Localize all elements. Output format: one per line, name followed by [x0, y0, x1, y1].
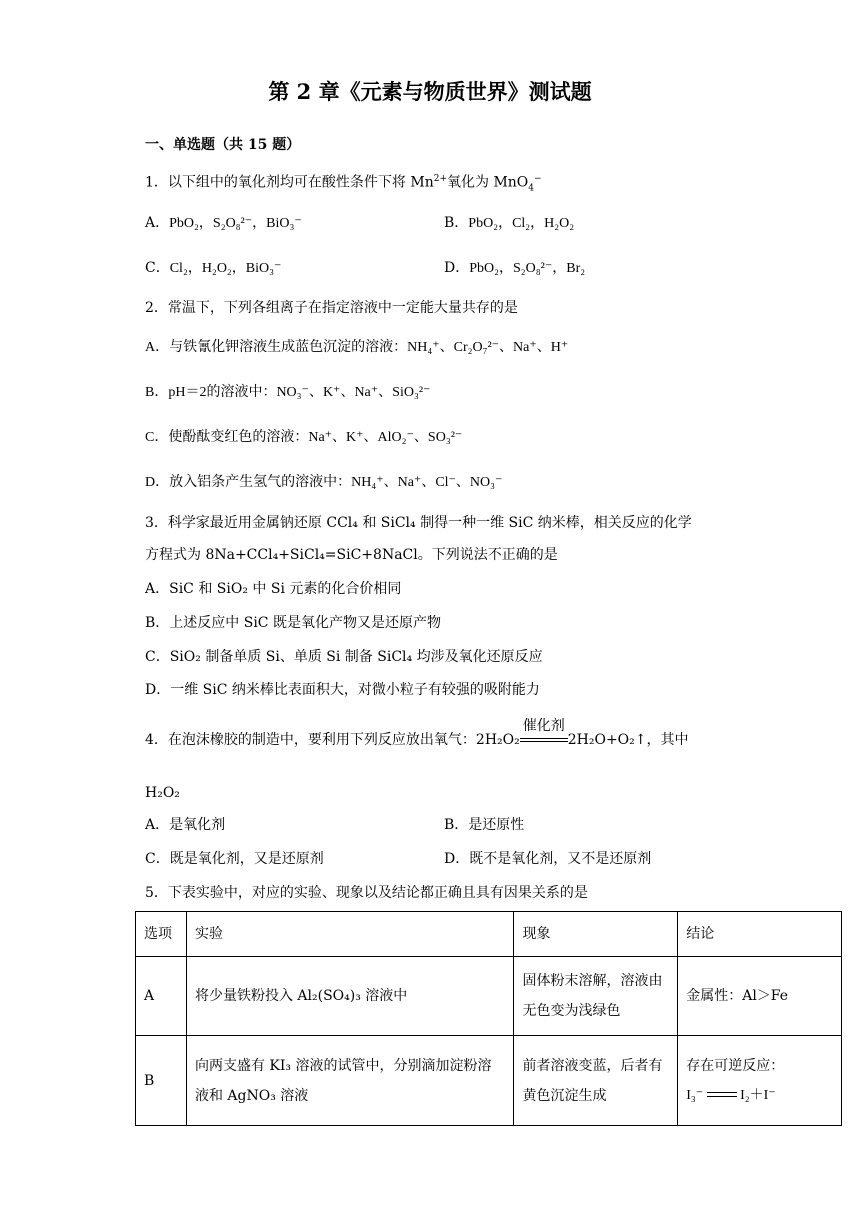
q1-d-text: PbO₂，S₂O₈²⁻，Br₂: [469, 261, 586, 276]
question-3-option-c: C．SiO₂ 制备单质 Si、单质 Si 制备 SiCl₄ 均涉及氧化还原反应: [145, 649, 543, 665]
row-a-experiment: 将少量铁粉投入 Al₂(SO₄)₃ 溶液中: [186, 957, 514, 1036]
row-b-phenomenon: [514, 1036, 678, 1126]
row-b-experiment: [186, 1036, 514, 1126]
question-2-option-b: B．pH＝2的溶液中：NO₃⁻、K⁺、Na⁺、SiO₃²⁻: [145, 385, 431, 400]
question-3-option-d: D．一维 SiC 纳米棒比表面积大，对微小粒子有较强的吸附能力: [145, 682, 540, 698]
q4-stem-post: 2H₂O+O₂↑，其中: [567, 732, 689, 748]
header-phenomenon: 现象: [514, 912, 678, 957]
q1-c-label: C．: [145, 260, 170, 276]
question-3-option-b: B．上述反应中 SiC 既是氧化产物又是还原产物: [145, 615, 441, 631]
page-title: 第 2 章《元素与物质世界》测试题: [268, 79, 592, 104]
catalyst-label: 催化剂: [522, 718, 565, 734]
question-1-option-a: [145, 214, 302, 233]
row-b-phenomenon-line1: 前者溶液变蓝，后者有: [522, 1057, 663, 1074]
question-4-option-a: A．是氧化剂: [145, 817, 226, 833]
q1-b-text: PbO₂，Cl₂，H₂O₂: [468, 216, 575, 231]
q1-stem-mid: 氧化为 MnO: [447, 174, 529, 191]
equation-lhs: I₃⁻: [686, 1087, 704, 1103]
equals-line-top: [520, 738, 568, 739]
question-2-option-d: D．放入铝条产生氢气的溶液中：NH₄⁺、Na⁺、Cl⁻、NO₃⁻: [145, 475, 503, 490]
question-3-stem-line1: 3．科学家最近用金属钠还原 CCl₄ 和 SiCl₄ 制得一种一维 SiC 纳米棒，相关反应的化学: [145, 515, 692, 531]
row-a-conclusion: 金属性：Al＞Fe: [678, 957, 842, 1036]
question-2-option-c: C．使酚酞变红色的溶液：Na⁺、K⁺、AlO₂⁻、SO₃²⁻: [145, 430, 463, 445]
table-header-row: [136, 912, 842, 957]
row-b-experiment-line2: 液和 AgNO₃ 溶液: [194, 1087, 309, 1104]
experiment-table: [135, 911, 842, 1126]
question-5-stem: 5．下表实验中，对应的实验、现象以及结论都正确且具有因果关系的是: [145, 885, 588, 901]
q1-stem-sub: 4: [528, 183, 535, 194]
equals-line-bottom: [520, 741, 568, 742]
q1-d-label: D．: [444, 260, 470, 276]
row-b-experiment-line1: 向两支盛有 KI₃ 溶液的试管中，分别滴加淀粉溶: [194, 1057, 492, 1074]
table-row: [136, 1036, 842, 1126]
row-b-phenomenon-line2: 黄色沉淀生成: [522, 1087, 607, 1104]
question-4-subject: H₂O₂: [145, 785, 180, 801]
reversible-arrow-icon: [707, 1090, 737, 1100]
question-4-stem: [145, 718, 689, 749]
question-4-option-b: B．是还原性: [444, 817, 525, 833]
row-a-phenomenon-line2: 无色变为浅绿色: [522, 1003, 621, 1019]
question-2-stem: 2．常温下，下列各组离子在指定溶液中一定能大量共存的是: [145, 300, 518, 316]
q1-stem-pre: 1．以下组中的氧化剂均可在酸性条件下将 Mn: [145, 174, 434, 191]
q1-a-label: A．: [145, 215, 170, 231]
question-3-stem-line2: 方程式为 8Na+CCl₄+SiCl₄=SiC+8NaCl。下列说法不正确的是: [145, 547, 558, 563]
header-experiment: 实验: [186, 912, 514, 957]
row-a-phenomenon-line1: 固体粉末溶解，溶液由: [522, 973, 663, 989]
question-3-option-a: A．SiC 和 SiO₂ 中 Si 元素的化合价相同: [145, 581, 402, 597]
header-option: 选项: [136, 912, 187, 957]
row-a-phenomenon: [514, 957, 678, 1036]
header-conclusion: 结论: [678, 912, 842, 957]
section-heading: 一、单选题（共 15 题）: [145, 137, 301, 153]
q1-a-text: PbO₂，S₂O₈²⁻，BiO₃⁻: [169, 216, 302, 231]
q1-stem-charge: −: [534, 174, 542, 184]
q1-stem-sup: 2+: [433, 174, 447, 184]
table-row: [136, 957, 842, 1036]
question-1-option-d: [444, 259, 585, 278]
row-b-conclusion: [678, 1036, 842, 1126]
row-b-option: B: [136, 1036, 187, 1126]
question-1-option-c: [145, 259, 281, 278]
catalyst-arrow: [520, 718, 568, 747]
row-a-option: A: [136, 957, 187, 1036]
question-1-option-b: [444, 214, 574, 233]
row-b-conclusion-line1: 存在可逆反应：: [686, 1057, 785, 1074]
question-1-stem: [145, 170, 542, 197]
question-2-option-a: A．与铁氰化钾溶液生成蓝色沉淀的溶液：NH₄⁺、Cr₂O₇²⁻、Na⁺、H⁺: [145, 340, 569, 355]
row-b-conclusion-equation: [686, 1081, 833, 1111]
question-4-option-d: D．既不是氧化剂，又不是还原剂: [444, 851, 652, 867]
equation-rhs: I₂＋I⁻: [740, 1087, 776, 1103]
q1-c-text: Cl₂，H₂O₂，BiO₃⁻: [169, 261, 282, 276]
question-4-option-c: C．既是氧化剂，又是还原剂: [145, 851, 324, 867]
q4-stem-pre: 4．在泡沫橡胶的制造中，要利用下列反应放出氧气：2H₂O₂: [145, 732, 520, 748]
q1-b-label: B．: [444, 215, 469, 231]
